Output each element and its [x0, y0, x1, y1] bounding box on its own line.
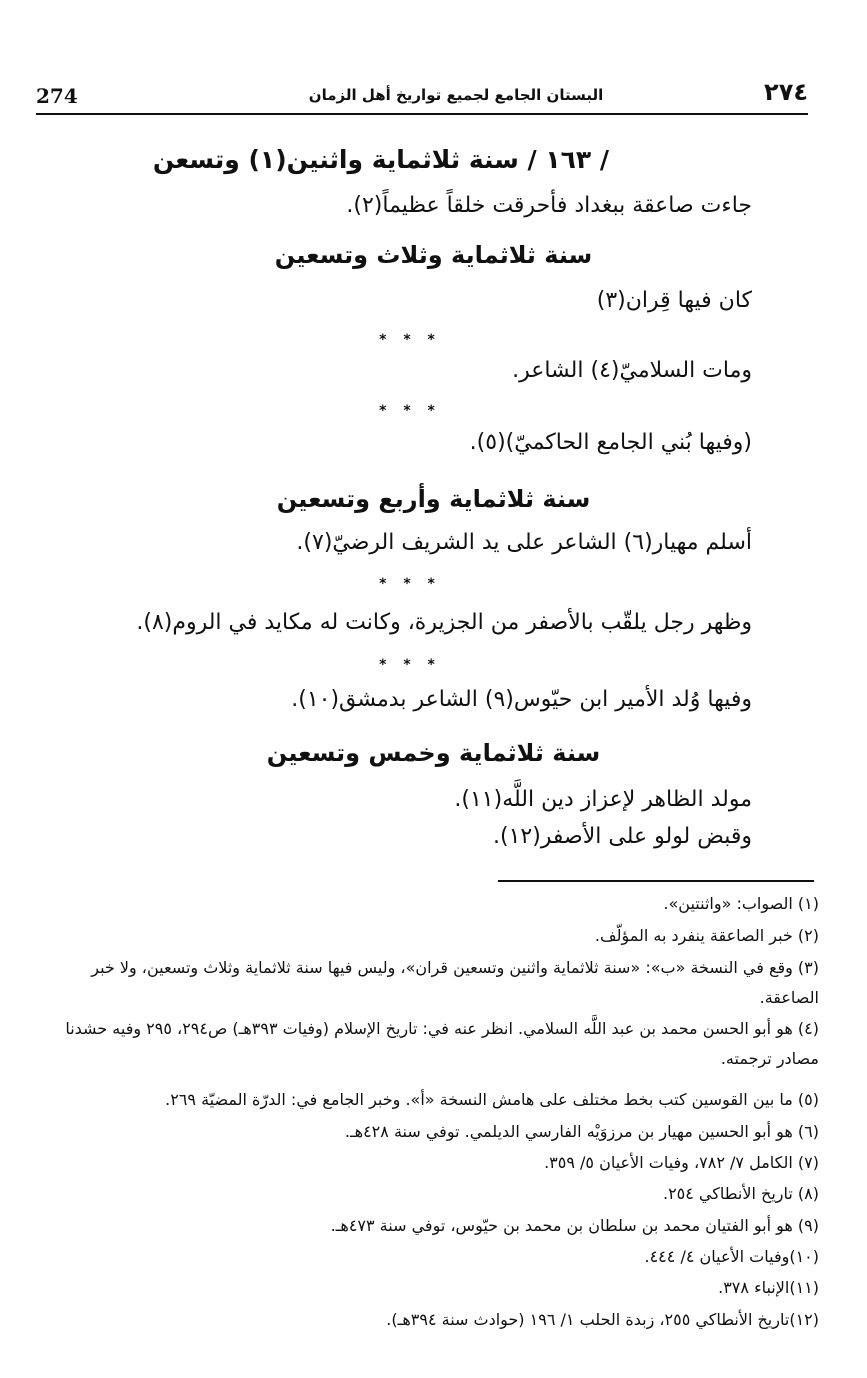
text-line: كان فيها قِران(٣) — [596, 288, 752, 313]
footnote-7: (٧) الكامل ٧/ ٧٨٢، وفيات الأعيان ٥/ ٣٥٩. — [544, 1153, 819, 1172]
footnote-10: (١٠)وفيات الأعيان ٤/ ٤٤٤. — [644, 1247, 819, 1266]
footnote-9: (٩) هو أبو الفتيان محمد بن سلطان بن محمد بن حيّوس، توفي سنة ٤٧٣هـ. — [330, 1216, 819, 1235]
running-title: البستان الجامع لجميع تواريخ أهل الزمان — [308, 86, 604, 104]
text-line: أسلم مهيار(٦) الشاعر على يد الشريف الرضيّ(٧). — [296, 530, 752, 555]
page-number-arabic: ٢٧٤ — [764, 78, 808, 106]
separator-stars: * * * — [379, 403, 441, 419]
year-heading-395: سنة ثلاثماية وخمس وتسعين — [266, 739, 601, 767]
separator-stars: * * * — [379, 657, 441, 673]
footnote-5: (٥) ما بين القوسين كتب بخط مختلف على هامش النسخة «أ». وخبر الجامع في: الدرّة المضيّة ٢٦٩. — [165, 1090, 819, 1109]
footnote-rule — [498, 880, 814, 882]
footnote-12: (١٢)تاريخ الأنطاكي ٢٥٥، زبدة الحلب ١/ ١٩٦ (حوادث سنة ٣٩٤هـ). — [386, 1310, 819, 1329]
separator-stars: * * * — [379, 332, 441, 348]
footnote-8: (٨) تاريخ الأنطاكي ٢٥٤. — [662, 1184, 819, 1203]
page-header — [36, 78, 808, 112]
footnote-11: (١١)الإنباء ٣٧٨. — [718, 1278, 819, 1297]
footnote-6: (٦) هو أبو الحسين مهيار بن مرزوَيْه الفارسي الديلمي. توفي سنة ٤٢٨هـ. — [344, 1122, 819, 1141]
text-line: جاءت صاعقة ببغداد فأحرقت خلقاً عظيماً(٢). — [346, 193, 752, 218]
year-heading-393: سنة ثلاثماية وثلاث وتسعين — [274, 241, 593, 269]
footnote-2: (٢) خبر الصاعقة ينفرد به المؤلّف. — [594, 926, 819, 945]
text-line: مولد الظاهر لإعزاز دين اللَّه(١١). — [454, 787, 752, 812]
year-heading-394: سنة ثلاثماية وأربع وتسعين — [276, 485, 591, 513]
text-line: وفيها وُلد الأمير ابن حيّوس(٩) الشاعر بدمشق(١٠). — [291, 687, 752, 712]
text-line: (وفيها بُني الجامع الحاكميّ)(٥). — [469, 430, 752, 455]
separator-stars: * * * — [379, 576, 441, 592]
text-line: وظهر رجل يلقّب بالأصفر من الجزيرة، وكانت له مكايد في الروم(٨). — [136, 610, 752, 635]
footnote-3: (٣) وقع في النسخة «ب»: «سنة ثلاثماية واثنين وتسعين قران»، وليس فيها سنة ثلاثماية وثلاث وتسعين، ولا خبر الصاعقة. — [91, 958, 819, 1007]
text-line: ومات السلاميّ(٤) الشاعر. — [512, 358, 752, 383]
footnote-1: (١) الصواب: «واثنتين». — [663, 894, 819, 913]
year-heading-392: / ١٦٣ / سنة ثلاثماية واثنين(١) وتسعن — [152, 145, 609, 174]
footnote-4: (٤) هو أبو الحسن محمد بن عبد اللَّه السلامي. انظر عنه في: تاريخ الإسلام (وفيات ٣٩٣هـ) ص٢٩٤، ٢٩٥ وفيه حشدنا مصادر ترجمته. — [65, 1019, 819, 1068]
text-line: وقبض لولو على الأصفر(١٢). — [492, 824, 752, 849]
header-rule — [36, 113, 808, 115]
page-number-latin: 274 — [36, 84, 78, 108]
